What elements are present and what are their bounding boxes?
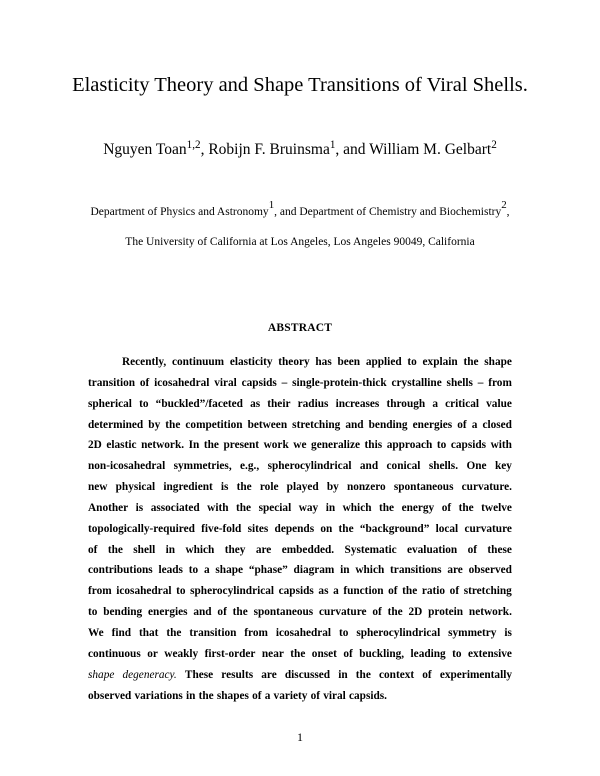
abstract-word: physical [115, 481, 156, 494]
abstract-word: which [185, 543, 215, 556]
abstract-word: to [139, 397, 149, 410]
abstract-word: buckling, [359, 647, 405, 660]
abstract-word: the [232, 606, 248, 619]
abstract-word: the [290, 647, 306, 660]
abstract-word: to [338, 626, 349, 639]
abstract-word: transitions [390, 564, 442, 577]
abstract-word: viral [214, 376, 237, 389]
abstract-word: Another [88, 501, 129, 514]
abstract-word: is [135, 501, 144, 514]
abstract-word: Recently, [122, 356, 167, 368]
abstract-word: the [236, 481, 252, 494]
abstract-word: shell [133, 543, 156, 556]
abstract-word: in [338, 668, 348, 681]
department-physics: Department of Physics and Astronomy [90, 206, 269, 218]
abstract-word: energy [401, 501, 435, 514]
abstract-line [88, 560, 512, 581]
abstract-word: determined [88, 418, 144, 431]
affiliation-institution: The University of California at Los Angeles, Los Angeles 90049, California [125, 236, 475, 248]
abstract-word: of [372, 606, 382, 619]
abstract-word: special [258, 501, 292, 514]
abstract-word: which [342, 501, 372, 514]
abstract-word: capsids [241, 376, 277, 389]
abstract-word: degeneracy. [122, 668, 177, 681]
abstract-word: between [247, 418, 288, 431]
abstract-word: their [267, 397, 291, 410]
abstract-word: work [263, 439, 289, 452]
department-joiner: , and Department of Chemistry and Biochemistry [274, 206, 502, 218]
abstract-word: spherical [88, 397, 132, 410]
abstract-word: twelve [481, 501, 512, 514]
abstract-word: the [463, 356, 479, 368]
abstract-line [88, 686, 512, 707]
abstract-line [88, 435, 512, 456]
abstract-word: a [471, 418, 478, 431]
abstract-word: stretching [292, 418, 341, 431]
abstract-word: of [88, 543, 98, 556]
abstract-word: leading [410, 647, 446, 660]
affiliation-departments [0, 198, 600, 221]
abstract-line [88, 540, 512, 561]
abstract-word: a [203, 564, 210, 577]
abstract-word: way [298, 501, 319, 514]
abstract-word: and [359, 460, 379, 473]
abstract-body [88, 352, 512, 706]
abstract-line [88, 352, 512, 373]
abstract-word: to [88, 606, 98, 619]
abstract-word: are [447, 564, 463, 577]
abstract-word: the [166, 626, 182, 639]
abstract-word: through [386, 397, 426, 410]
abstract-word: a [432, 397, 438, 410]
abstract-word: One [466, 460, 487, 473]
abstract-word: has [315, 356, 332, 368]
abstract-word: a [333, 585, 339, 598]
abstract-word: in [186, 689, 196, 702]
abstract-word: of [449, 585, 460, 598]
abstract-word: present [223, 439, 260, 452]
abstract-word: to [452, 647, 462, 660]
abstract-word: radius [297, 397, 329, 410]
abstract-word: crystalline [391, 376, 442, 389]
abstract-word: in [165, 543, 176, 556]
abstract-word: spontaneous [253, 606, 314, 619]
abstract-word: with [207, 501, 229, 514]
abstract-word: role [259, 481, 279, 494]
abstract-word: these [487, 543, 512, 556]
abstract-word: curvature [319, 606, 367, 619]
abstract-word: stretching [463, 585, 512, 598]
abstract-word: from [88, 585, 112, 598]
abstract-word: ingredient [163, 481, 213, 494]
abstract-word: curvature. [461, 481, 512, 494]
abstract-word: with [490, 439, 512, 452]
abstract-word: spherocylindrical [267, 460, 352, 473]
abstract-word: first-order [204, 647, 256, 660]
abstract-line [88, 644, 512, 665]
abstract-word: Systematic [344, 543, 397, 556]
paper-title: Elasticity Theory and Shape Transitions of Viral Shells. [72, 74, 528, 96]
abstract-word: shapes [216, 689, 249, 702]
abstract-word: elastic [106, 439, 137, 452]
abstract-word: this [364, 439, 383, 452]
abstract-word: shape [215, 564, 244, 577]
abstract-word: the [458, 501, 474, 514]
abstract-word: bending [368, 418, 408, 431]
abstract-word: of [441, 501, 452, 514]
abstract-word: played [286, 481, 319, 494]
abstract-line [88, 581, 512, 602]
abstract-word: a [264, 689, 271, 702]
abstract-word: energies [148, 606, 188, 619]
abstract-word: are [261, 668, 277, 681]
abstract-word: by [148, 418, 161, 431]
abstract-word: spherocylindrical [356, 626, 441, 639]
abstract-word: onset [311, 647, 337, 660]
abstract-line [88, 665, 512, 686]
abstract-word: of [252, 689, 262, 702]
abstract-word: 2D [88, 439, 102, 452]
abstract-word: spontaneous [393, 481, 454, 494]
abstract-word: theory [278, 356, 310, 368]
abstract-word: to [407, 356, 417, 368]
abstract-word: explain [422, 356, 458, 368]
abstract-word: experimentally [439, 668, 512, 681]
abstract-word: shells [446, 376, 473, 389]
abstract-word: continuum [171, 356, 225, 368]
abstract-word: shape [88, 668, 115, 681]
abstract-word: “phase” [248, 564, 288, 577]
abstract-word: e.g., [240, 460, 260, 473]
abstract-word: In [188, 439, 200, 452]
abstract-word: near [261, 647, 284, 660]
abstract-word: continuous [88, 647, 141, 660]
abstract-word: topologically-required [88, 522, 195, 535]
abstract-word: which [355, 564, 385, 577]
abstract-word: observed [468, 564, 512, 577]
abstract-line [88, 394, 512, 415]
abstract-word: embedded. [281, 543, 335, 556]
abstract-word: capsids. [349, 689, 387, 702]
author-affiliation-mark: 1 [329, 138, 336, 151]
abstract-word: as [250, 397, 261, 410]
page-number: 1 [297, 730, 303, 744]
abstract-word: observed [88, 689, 132, 702]
abstract-word: the [387, 606, 403, 619]
abstract-word: capsids [278, 585, 314, 598]
abstract-word: in [340, 564, 350, 577]
abstract-word: transition [189, 626, 237, 639]
abstract-word: bending [103, 606, 143, 619]
abstract-word: of [139, 376, 150, 389]
abstract-word: on [320, 522, 333, 535]
abstract-word: the [402, 585, 418, 598]
abstract-word: “background” [359, 522, 430, 535]
abstract-word: as [318, 585, 329, 598]
abstract-word: from [244, 626, 268, 639]
abstract-word: that [138, 626, 159, 639]
abstract-word: results [221, 668, 254, 681]
abstract-word: in [325, 501, 336, 514]
abstract-word: or [147, 647, 158, 660]
abstract-word: from [488, 376, 512, 389]
abstract-word: of [343, 647, 353, 660]
abstract-word: the [107, 543, 123, 556]
abstract-word: and [193, 606, 212, 619]
abstract-word: contributions [88, 564, 153, 577]
abstract-word: find [111, 626, 132, 639]
abstract-word: function [343, 585, 384, 598]
abstract-word: generalize [311, 439, 360, 452]
abstract-word: leads [158, 564, 183, 577]
abstract-heading: ABSTRACT [267, 322, 333, 334]
abstract-word: energies [412, 418, 453, 431]
abstract-word: approach [386, 439, 433, 452]
abstract-word: symmetries, [173, 460, 232, 473]
abstract-word: local [435, 522, 459, 535]
abstract-word: single-protein-thick [292, 376, 387, 389]
abstract-word: value [486, 397, 512, 410]
abstract-word: weakly [164, 647, 199, 660]
abstract-word: of [467, 543, 478, 556]
abstract-word: conical [386, 460, 421, 473]
abstract-word: they [224, 543, 246, 556]
abstract-line [88, 415, 512, 436]
abstract-word: the [355, 668, 371, 681]
abstract-word: icosahedral [275, 626, 332, 639]
abstract-word: 2D [408, 606, 423, 619]
abstract-word: – [477, 376, 484, 389]
abstract-word: we [293, 439, 307, 452]
abstract-word: spherocylindrical [190, 585, 275, 598]
abstract-word: by [326, 481, 339, 494]
abstract-word: curvature [464, 522, 512, 535]
abstract-word: non-icosahedral [88, 460, 166, 473]
abstract-word: is [220, 481, 229, 494]
abstract-line [88, 456, 512, 477]
abstract-word: protein [428, 606, 464, 619]
abstract-line [88, 373, 512, 394]
abstract-word: is [504, 626, 512, 639]
abstract-word: “buckled”/faceted [155, 397, 243, 410]
affiliation-trail: , [506, 206, 510, 218]
abstract-word: increases [335, 397, 380, 410]
abstract-word: capsids [450, 439, 487, 452]
abstract-word: symmetry [448, 626, 497, 639]
abstract-word: to [436, 439, 447, 452]
abstract-line [88, 498, 512, 519]
abstract-word: network. [468, 606, 512, 619]
abstract-word: We [88, 626, 104, 639]
abstract-word: nonzero [346, 481, 386, 494]
abstract-word: are [255, 543, 272, 556]
author-name: Nguyen Toan [103, 141, 187, 158]
abstract-word: to [176, 585, 186, 598]
abstract-word: of [388, 585, 398, 598]
abstract-word: the [236, 501, 252, 514]
abstract-word: critical [445, 397, 479, 410]
abstract-word: to [188, 564, 199, 577]
abstract-word: the [203, 439, 219, 452]
author-name: Robijn F. Bruinsma [208, 141, 330, 158]
abstract-word: associated [150, 501, 200, 514]
abstract-word: of [217, 606, 227, 619]
affiliation-mark: 1 [268, 198, 275, 211]
abstract-word: discussed [284, 668, 331, 681]
abstract-word: diagram [293, 564, 335, 577]
abstract-word: – [281, 376, 288, 389]
abstract-line [88, 602, 512, 623]
author-name: William M. Gelbart [369, 141, 492, 158]
abstract-word: and [345, 418, 364, 431]
abstract-word: applied [365, 356, 402, 368]
abstract-word: extensive [468, 647, 512, 660]
abstract-word: network. [141, 439, 185, 452]
abstract-word: context [379, 668, 415, 681]
affiliation-mark: 2 [501, 198, 507, 211]
abstract-word: viral [323, 689, 346, 702]
abstract-word: transition [88, 376, 136, 389]
abstract-word: new [88, 481, 108, 494]
author-separator: , [200, 141, 209, 158]
abstract-word: variety [273, 689, 308, 702]
abstract-word: sites [247, 522, 269, 535]
abstract-word: variations [134, 689, 183, 702]
abstract-word: ratio [421, 585, 446, 598]
abstract-line [88, 477, 512, 498]
abstract-word: icosahedral [154, 376, 210, 389]
author-affiliation-mark: 2 [491, 138, 497, 151]
abstract-word: closed [482, 418, 512, 431]
abstract-word: icosahedral [116, 585, 172, 598]
abstract-word: depends [274, 522, 315, 535]
abstract-word: of [310, 689, 321, 702]
abstract-word: five-fold [201, 522, 242, 535]
abstract-line [88, 623, 512, 644]
author-list [0, 138, 600, 162]
abstract-word: been [337, 356, 361, 368]
abstract-word: shape [484, 356, 512, 368]
abstract-word: shells. [428, 460, 459, 473]
abstract-word: evaluation [407, 543, 458, 556]
abstract-word: key [494, 460, 512, 473]
abstract-line [88, 519, 512, 540]
abstract-word: These [184, 668, 214, 681]
abstract-word: competition [185, 418, 243, 431]
abstract-word: of [457, 418, 467, 431]
abstract-word: of [422, 668, 432, 681]
abstract-word: the [379, 501, 395, 514]
abstract-word: elasticity [229, 356, 273, 368]
abstract-word: the [198, 689, 214, 702]
author-separator: , and [335, 141, 370, 158]
abstract-word: the [165, 418, 181, 431]
abstract-word: the [338, 522, 354, 535]
author-affiliation-mark: 1,2 [186, 138, 201, 151]
